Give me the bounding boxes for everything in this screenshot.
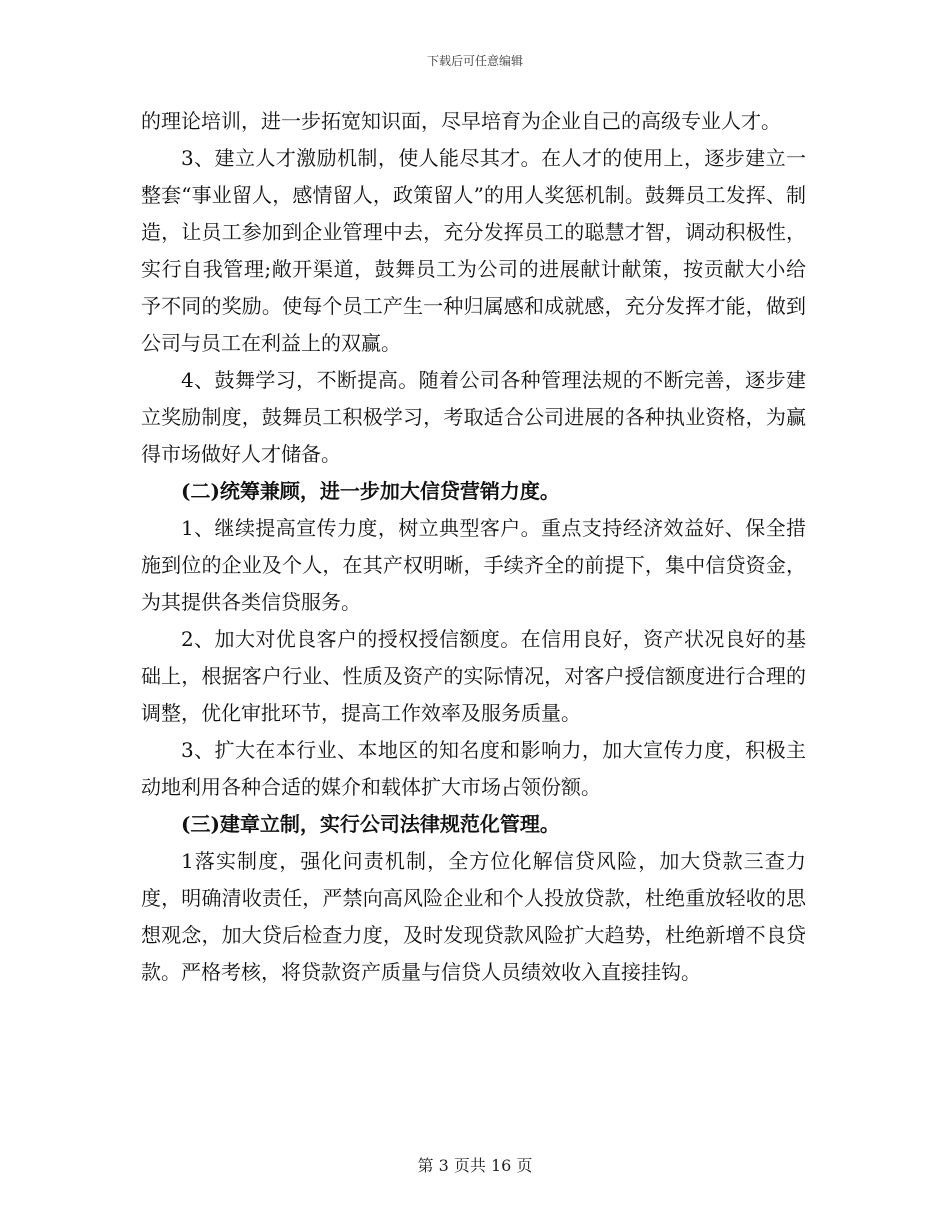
paragraph-risk-control: 1落实制度，强化问责机制，全方位化解信贷风险，加大贷款三查力度，明确清收责任，严禁向高风险企业和个人投放贷款，杜绝重放轻收的思想观念，加大贷后检查力度，及时发现贷款风险扩大趋势，杜绝新增不良贷款。严格考核，将贷款资产质量与信贷人员绩效收入直接挂钩。 [141,849,806,984]
paragraph-talent-incentive: 3、建立人才激励机制，使人能尽其才。在人才的使用上，逐步建立一整套“事业留人，感情留人，政策留人”的用人奖惩机制。鼓舞员工发挥、制造，让员工参加到企业管理中去，充分发挥员工的聪慧才智，调动积极性，实行自我管理;敞开渠道，鼓舞员工为公司的进展献计献策，按贡献大小给予不同的奖励。使每个员工产生一种归属感和成就感，充分发挥才能，做到公司与员工在利益上的双赢。 [141,146,806,355]
paragraph-market-share: 3、扩大在本行业、本地区的知名度和影响力，加大宣传力度，积极主动地利用各种合适的媒介和载体扩大市场占领份额。 [141,738,806,799]
paragraph-continued-training: 的理论培训，进一步拓宽知识面，尽早培育为企业自己的高级专业人才。 [141,109,781,133]
paragraph-encourage-learning: 4、鼓舞学习，不断提高。随着公司各种管理法规的不断完善，逐步建立奖励制度，鼓舞员工积极学习，考取适合公司进展的各种执业资格，为赢得市场做好人才储备。 [141,368,806,466]
section-heading-regulation: (三)建章立制，实行公司法律规范化管理。 [181,812,560,836]
paragraph-credit-limit: 2、加大对优良客户的授权授信额度。在信用良好，资产状况良好的基础上，根据客户行业、性质及资产的实际情况，对客户授信额度进行合理的调整，优化审批环节，提高工作效率及服务质量。 [141,627,806,725]
page-number: 第 3 页共 16 页 [417,1156,533,1175]
section-heading-credit-marketing: (二)统筹兼顾，进一步加大信贷营销力度。 [181,479,560,503]
document-body [141,103,806,991]
paragraph-publicity: 1、继续提高宣传力度，树立典型客户。重点支持经济效益好、保全措施到位的企业及个人，在其产权明晰，手续齐全的前提下，集中信贷资金，为其提供各类信贷服务。 [141,516,806,614]
page-header-note: 下载后可任意编辑 [426,54,523,68]
